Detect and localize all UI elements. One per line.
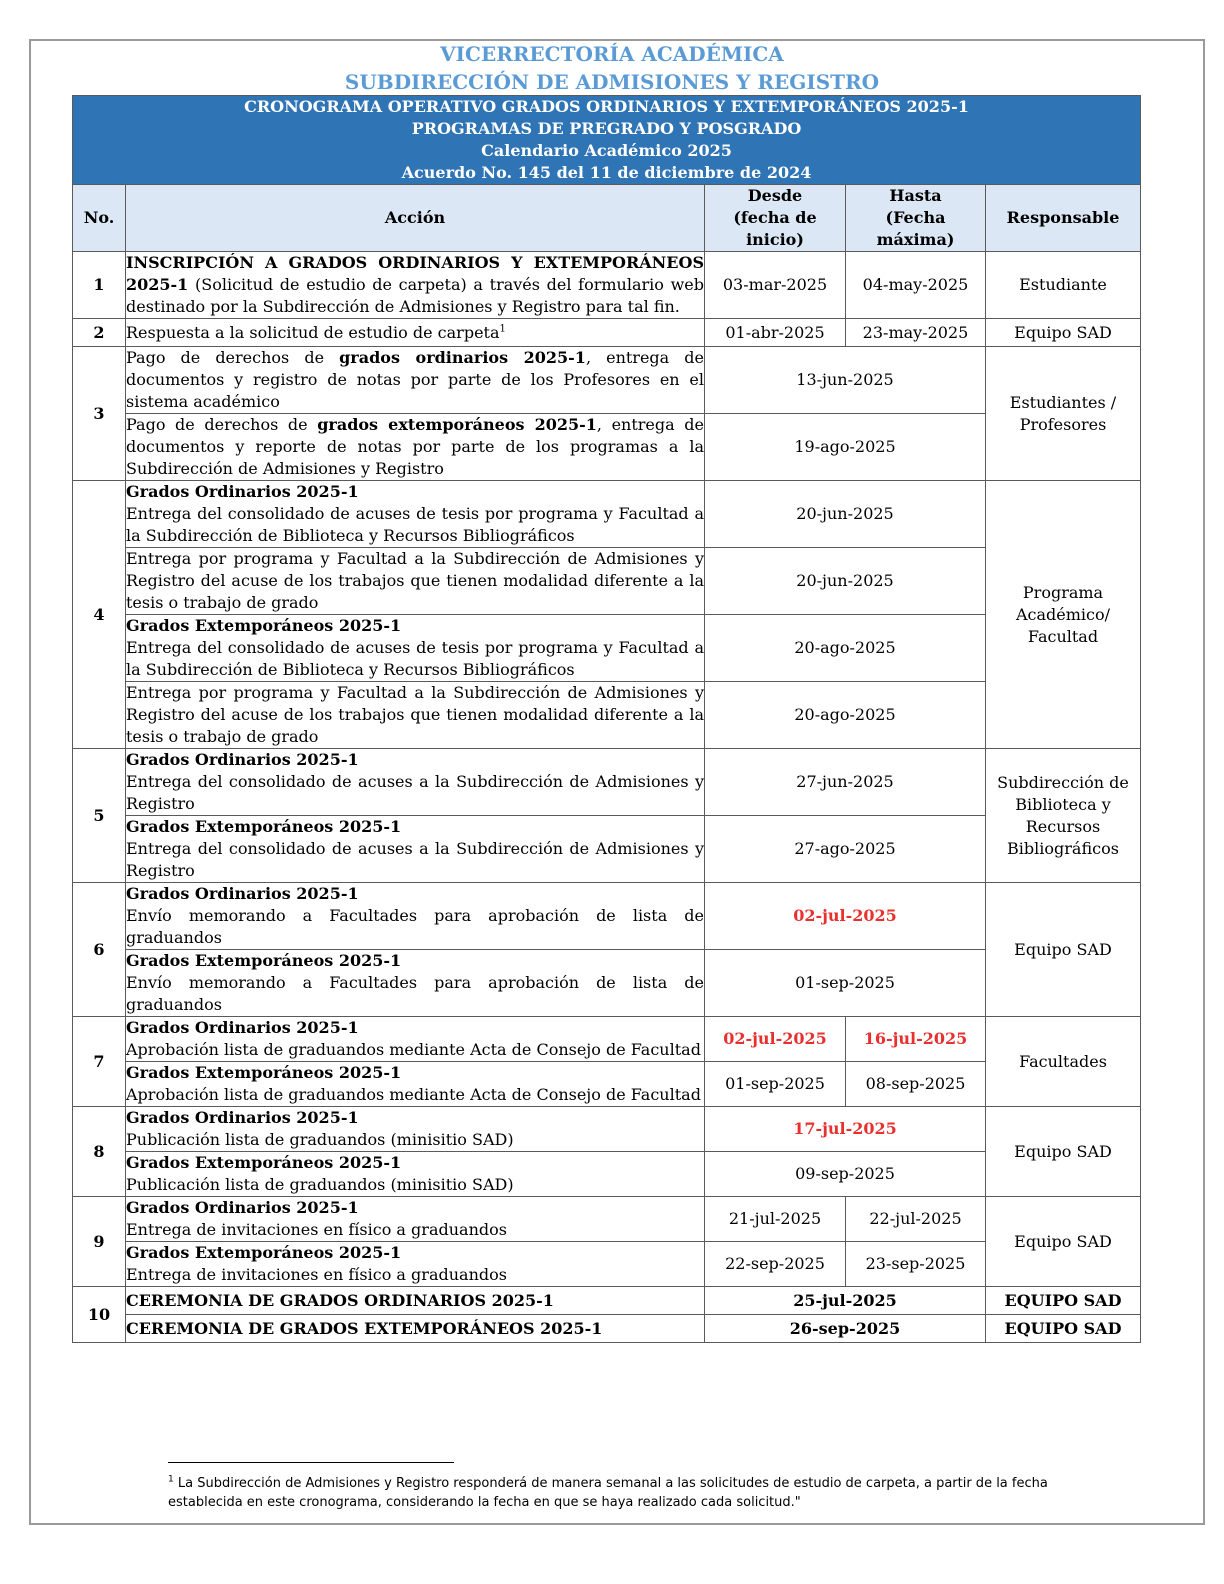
banner-programs: PROGRAMAS DE PREGRADO Y POSGRADO <box>411 119 802 138</box>
date-single: 20-jun-2025 <box>705 548 986 615</box>
action-cell <box>126 548 705 615</box>
row-number: 1 <box>73 252 126 319</box>
action-text: , entrega de documentos y reporte de notas por parte de los programas a la Subdirección de Admisiones y Registro <box>126 415 704 478</box>
action-cell <box>126 883 705 950</box>
action-text: Pago de derechos de <box>126 348 340 367</box>
action-text: Entrega de invitaciones en físico a graduandos <box>126 1220 507 1239</box>
action-title: Grados Extemporáneos 2025-1 <box>126 616 402 635</box>
row-number: 4 <box>73 481 126 749</box>
footnote-ref: 1 <box>499 323 506 335</box>
date-hasta: 23-sep-2025 <box>846 1242 986 1287</box>
action-title: Grados Extemporáneos 2025-1 <box>126 1153 402 1172</box>
table-row <box>73 319 1141 347</box>
schedule-table <box>72 95 1141 1343</box>
action-cell <box>126 252 705 319</box>
date-desde: 03-mar-2025 <box>705 252 846 319</box>
banner-calendar: Calendario Académico 2025 <box>481 141 732 160</box>
action-bold: grados ordinarios 2025-1 <box>339 348 586 367</box>
action-text: Pago de derechos de <box>126 415 318 434</box>
action-text: Aprobación lista de graduandos mediante Acta de Consejo de Facultad <box>126 1085 701 1104</box>
action-cell <box>126 749 705 816</box>
action-cell <box>126 816 705 883</box>
action-title: Grados Ordinarios 2025-1 <box>126 1108 359 1127</box>
action-text: Publicación lista de graduandos (minisitio SAD) <box>126 1130 514 1149</box>
table-row <box>73 1315 1141 1343</box>
responsible: Programa Académico/ Facultad <box>986 481 1141 749</box>
date-hasta-highlight: 16-jul-2025 <box>846 1017 986 1062</box>
action-cell <box>126 1152 705 1197</box>
date-hasta: 04-may-2025 <box>846 252 986 319</box>
responsible: Equipo SAD <box>986 883 1141 1017</box>
action-bold: grados extemporáneos 2025-1 <box>317 415 597 434</box>
action-text: (Solicitud de estudio de carpeta) a través del formulario web destinado por la Subdirección de Admisiones y Registro para tal fin. <box>126 275 704 316</box>
date-desde: 21-jul-2025 <box>705 1197 846 1242</box>
action-bold: INSCRIPCIÓN A GRADOS ORDINARIOS Y EXTEMPORÁNEOS 2025-1 <box>126 253 704 294</box>
action-cell <box>126 1062 705 1107</box>
col-header-hasta-l1: Hasta <box>889 186 942 205</box>
action-text: Envío memorando a Facultades para aprobación de lista de graduandos <box>126 973 704 1014</box>
table-row <box>73 414 1141 481</box>
action-cell <box>126 615 705 682</box>
table-row <box>73 252 1141 319</box>
action-title: Grados Extemporáneos 2025-1 <box>126 1243 402 1262</box>
action-text: Aprobación lista de graduandos mediante Acta de Consejo de Facultad <box>126 1040 701 1059</box>
table-row <box>73 1197 1141 1242</box>
action-text: Entrega del consolidado de acuses a la Subdirección de Admisiones y Registro <box>126 772 704 813</box>
action-title: Grados Ordinarios 2025-1 <box>126 1198 359 1217</box>
action-cell <box>126 319 705 347</box>
date-single: 20-ago-2025 <box>705 682 986 749</box>
table-row <box>73 816 1141 883</box>
responsible: Subdirección de Biblioteca y Recursos Bibliográficos <box>986 749 1141 883</box>
table-row <box>73 1107 1141 1152</box>
date-single-highlight: 02-jul-2025 <box>705 883 986 950</box>
date-desde-highlight: 02-jul-2025 <box>705 1017 846 1062</box>
action-cell: CEREMONIA DE GRADOS ORDINARIOS 2025-1 <box>126 1287 705 1315</box>
action-text: Entrega por programa y Facultad a la Subdirección de Admisiones y Registro del acuse de los trabajos que tienen modalidad diferente a la tesis o trabajo de grado <box>126 683 704 746</box>
col-header-desde-l1: Desde <box>747 186 803 205</box>
date-single: 27-jun-2025 <box>705 749 986 816</box>
col-header-desde-l2: (fecha de <box>733 208 817 227</box>
table-row <box>73 883 1141 950</box>
action-cell <box>126 414 705 481</box>
date-single-highlight: 17-jul-2025 <box>705 1107 986 1152</box>
table-row <box>73 1242 1141 1287</box>
date-single: 25-jul-2025 <box>705 1287 986 1315</box>
action-text: Entrega del consolidado de acuses de tesis por programa y Facultad a la Subdirección de Biblioteca y Recursos Bibliográficos <box>126 638 704 679</box>
banner-title: CRONOGRAMA OPERATIVO GRADOS ORDINARIOS Y EXTEMPORÁNEOS 2025-1 <box>244 97 969 116</box>
table-row <box>73 1152 1141 1197</box>
table-row <box>73 615 1141 682</box>
action-cell <box>126 1242 705 1287</box>
table-row <box>73 1062 1141 1107</box>
action-text: Respuesta a la solicitud de estudio de carpeta <box>126 322 500 342</box>
action-cell <box>126 682 705 749</box>
action-cell <box>126 1017 705 1062</box>
date-desde: 01-abr-2025 <box>705 319 846 347</box>
responsible: Equipo SAD <box>986 319 1141 347</box>
table-banner <box>73 96 1141 185</box>
action-cell <box>126 950 705 1017</box>
date-single: 13-jun-2025 <box>705 347 986 414</box>
action-title: Grados Ordinarios 2025-1 <box>126 884 359 903</box>
footnote-text: La Subdirección de Admisiones y Registro responderá de manera semanal a las solicitudes de estudio de carpeta, a partir de la fecha establecida en este cronograma, considerando la fecha en que se haya realizado cada solicitud." <box>168 1476 1048 1510</box>
action-title: Grados Extemporáneos 2025-1 <box>126 817 402 836</box>
action-cell <box>126 481 705 548</box>
col-header-accion: Acción <box>126 185 705 252</box>
date-hasta: 23-may-2025 <box>846 319 986 347</box>
responsible: Estudiante <box>986 252 1141 319</box>
row-number: 2 <box>73 319 126 347</box>
date-desde: 01-sep-2025 <box>705 1062 846 1107</box>
action-text: Entrega del consolidado de acuses de tesis por programa y Facultad a la Subdirección de Biblioteca y Recursos Bibliográficos <box>126 504 704 545</box>
table-row <box>73 749 1141 816</box>
row-number: 3 <box>73 347 126 481</box>
table-row <box>73 347 1141 414</box>
action-text: , entrega de documentos y registro de notas por parte de los Profesores en el sistema académico <box>126 348 704 411</box>
responsible: Facultades <box>986 1017 1141 1107</box>
action-text: Entrega por programa y Facultad a la Subdirección de Admisiones y Registro del acuse de los trabajos que tienen modalidad diferente a la tesis o trabajo de grado <box>126 549 704 612</box>
column-header-row <box>73 185 1141 252</box>
date-single: 20-jun-2025 <box>705 481 986 548</box>
responsible: Estudiantes / Profesores <box>986 347 1141 481</box>
action-text: Entrega del consolidado de acuses a la Subdirección de Admisiones y Registro <box>126 839 704 880</box>
action-title: Grados Ordinarios 2025-1 <box>126 750 359 769</box>
row-number: 8 <box>73 1107 126 1197</box>
footnote-divider <box>168 1462 454 1463</box>
row-number: 6 <box>73 883 126 1017</box>
action-cell <box>126 1107 705 1152</box>
col-header-desde <box>705 185 846 252</box>
date-single: 26-sep-2025 <box>705 1315 986 1343</box>
col-header-hasta-l3: máxima) <box>876 230 955 249</box>
date-single: 19-ago-2025 <box>705 414 986 481</box>
header-subdireccion: SUBDIRECCIÓN DE ADMISIONES Y REGISTRO <box>344 70 880 94</box>
table-row <box>73 1287 1141 1315</box>
table-row <box>73 1017 1141 1062</box>
responsible: EQUIPO SAD <box>986 1315 1141 1343</box>
table-row <box>73 481 1141 548</box>
col-header-no: No. <box>73 185 126 252</box>
table-row <box>73 950 1141 1017</box>
action-title: Grados Ordinarios 2025-1 <box>126 1018 359 1037</box>
responsible: Equipo SAD <box>986 1107 1141 1197</box>
action-cell <box>126 347 705 414</box>
action-cell: CEREMONIA DE GRADOS EXTEMPORÁNEOS 2025-1 <box>126 1315 705 1343</box>
table-row <box>73 548 1141 615</box>
action-text: Publicación lista de graduandos (minisitio SAD) <box>126 1175 514 1194</box>
col-header-hasta-l2: (Fecha <box>885 208 946 227</box>
date-single: 09-sep-2025 <box>705 1152 986 1197</box>
date-single: 01-sep-2025 <box>705 950 986 1017</box>
responsible: Equipo SAD <box>986 1197 1141 1287</box>
action-title: Grados Extemporáneos 2025-1 <box>126 1063 402 1082</box>
date-single: 20-ago-2025 <box>705 615 986 682</box>
footnote-mark: 1 <box>168 1474 174 1485</box>
date-hasta: 08-sep-2025 <box>846 1062 986 1107</box>
action-text: Entrega de invitaciones en físico a graduandos <box>126 1265 507 1284</box>
action-text: Envío memorando a Facultades para aprobación de lista de graduandos <box>126 906 704 947</box>
action-title: Grados Ordinarios 2025-1 <box>126 482 359 501</box>
col-header-responsable: Responsable <box>986 185 1141 252</box>
action-cell <box>126 1197 705 1242</box>
header-vicerrectoria: VICERRECTORÍA ACADÉMICA <box>440 42 784 66</box>
action-title: Grados Extemporáneos 2025-1 <box>126 951 402 970</box>
row-number: 7 <box>73 1017 126 1107</box>
footnote <box>168 1474 1068 1512</box>
table-row <box>73 682 1141 749</box>
col-header-desde-l3: inicio) <box>746 230 804 249</box>
date-hasta: 22-jul-2025 <box>846 1197 986 1242</box>
row-number: 10 <box>73 1287 126 1343</box>
date-single: 27-ago-2025 <box>705 816 986 883</box>
row-number: 5 <box>73 749 126 883</box>
responsible: EQUIPO SAD <box>986 1287 1141 1315</box>
date-desde: 22-sep-2025 <box>705 1242 846 1287</box>
banner-agreement: Acuerdo No. 145 del 11 de diciembre de 2024 <box>401 163 812 182</box>
col-header-hasta <box>846 185 986 252</box>
row-number: 9 <box>73 1197 126 1287</box>
